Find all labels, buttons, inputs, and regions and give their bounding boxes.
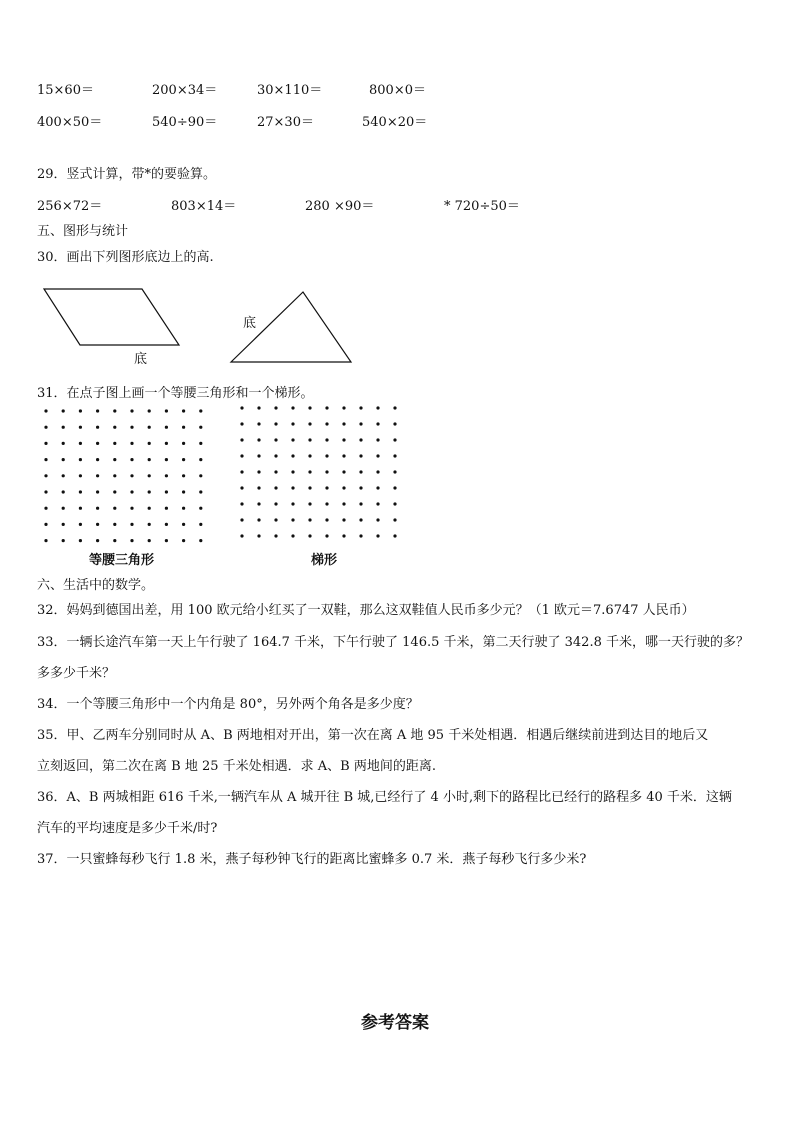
grid-dot[interactable] bbox=[325, 422, 328, 425]
oral-calc-5: 400×50＝ bbox=[37, 115, 103, 130]
grid-dot[interactable] bbox=[291, 422, 294, 425]
grid-dot[interactable] bbox=[393, 438, 396, 441]
grid-dot[interactable] bbox=[96, 474, 99, 477]
grid-dot[interactable] bbox=[342, 534, 345, 537]
grid-dot[interactable] bbox=[393, 534, 396, 537]
oral-calc-6: 540÷90＝ bbox=[152, 115, 218, 130]
grid-dot[interactable] bbox=[240, 486, 243, 489]
grid-dot[interactable] bbox=[393, 422, 396, 425]
grid-dot[interactable] bbox=[274, 406, 277, 409]
q31-title: 31．在点子图上画一个等腰三角形和一个梯形。 bbox=[37, 386, 314, 401]
grid-dot[interactable] bbox=[376, 486, 379, 489]
grid-dot[interactable] bbox=[44, 409, 47, 412]
grid-dot[interactable] bbox=[376, 454, 379, 457]
grid-dot[interactable] bbox=[44, 458, 47, 461]
grid-dot[interactable] bbox=[240, 438, 243, 441]
oral-calc-1: 15×60＝ bbox=[37, 83, 94, 98]
grid-dot[interactable] bbox=[308, 422, 311, 425]
grid-dot[interactable] bbox=[376, 518, 379, 521]
grid-dot[interactable] bbox=[148, 539, 151, 542]
grid-dot[interactable] bbox=[182, 442, 185, 445]
grid-dot[interactable] bbox=[44, 539, 47, 542]
grid-dot[interactable] bbox=[274, 438, 277, 441]
grid-dot[interactable] bbox=[257, 438, 260, 441]
grid-dot[interactable] bbox=[130, 490, 133, 493]
grid-dot[interactable] bbox=[342, 470, 345, 473]
grid-dot[interactable] bbox=[274, 486, 277, 489]
grid-dot[interactable] bbox=[165, 523, 168, 526]
grid-dot[interactable] bbox=[325, 438, 328, 441]
grid-dot[interactable] bbox=[79, 409, 82, 412]
grid-dot[interactable] bbox=[62, 523, 65, 526]
grid-dot[interactable] bbox=[96, 426, 99, 429]
grid-dot[interactable] bbox=[96, 458, 99, 461]
grid-dot[interactable] bbox=[62, 442, 65, 445]
grid-dot[interactable] bbox=[182, 523, 185, 526]
grid-right-caption: 梯形 bbox=[311, 553, 338, 568]
grid-dot[interactable] bbox=[291, 438, 294, 441]
grid-dot[interactable] bbox=[393, 486, 396, 489]
grid-dot[interactable] bbox=[113, 409, 116, 412]
grid-dot[interactable] bbox=[79, 539, 82, 542]
grid-dot[interactable] bbox=[199, 426, 202, 429]
grid-dot[interactable] bbox=[148, 523, 151, 526]
grid-dot[interactable] bbox=[257, 534, 260, 537]
grid-dot[interactable] bbox=[44, 426, 47, 429]
grid-dot[interactable] bbox=[79, 474, 82, 477]
grid-dot[interactable] bbox=[274, 470, 277, 473]
section-6-heading: 六、生活中的数学。 bbox=[37, 578, 155, 593]
grid-dot[interactable] bbox=[393, 502, 396, 505]
q33-line-1: 33．一辆长途汽车第一天上午行驶了 164.7 千米，下午行驶了 146.5 千米，第二天行驶了 342.8 千米，哪一天行驶的多？ bbox=[37, 635, 749, 650]
grid-dot[interactable] bbox=[62, 539, 65, 542]
grid-dot[interactable] bbox=[376, 438, 379, 441]
grid-dot[interactable] bbox=[44, 490, 47, 493]
grid-dot[interactable] bbox=[376, 534, 379, 537]
grid-dot[interactable] bbox=[393, 406, 396, 409]
grid-dot[interactable] bbox=[199, 442, 202, 445]
grid-dot[interactable] bbox=[148, 409, 151, 412]
grid-dot[interactable] bbox=[308, 438, 311, 441]
grid-dot[interactable] bbox=[113, 539, 116, 542]
grid-dot[interactable] bbox=[113, 474, 116, 477]
grid-dot[interactable] bbox=[342, 502, 345, 505]
grid-dot[interactable] bbox=[325, 486, 328, 489]
grid-dot[interactable] bbox=[165, 409, 168, 412]
q35-line-1: 35．甲、乙两车分别同时从 A、B 两地相对开出，第一次在离 A 地 95 千米处相遇．相遇后继续前进到达目的地后又 bbox=[37, 728, 709, 743]
grid-dot[interactable] bbox=[359, 438, 362, 441]
grid-dot[interactable] bbox=[240, 518, 243, 521]
grid-dot[interactable] bbox=[325, 534, 328, 537]
grid-dot[interactable] bbox=[165, 539, 168, 542]
grid-dot[interactable] bbox=[79, 442, 82, 445]
grid-dot[interactable] bbox=[113, 442, 116, 445]
grid-dot[interactable] bbox=[113, 426, 116, 429]
grid-dot[interactable] bbox=[274, 422, 277, 425]
grid-dot[interactable] bbox=[257, 454, 260, 457]
grid-dot[interactable] bbox=[96, 539, 99, 542]
grid-dot[interactable] bbox=[274, 454, 277, 457]
grid-dot[interactable] bbox=[342, 422, 345, 425]
oral-calc-7: 27×30＝ bbox=[257, 115, 314, 130]
grid-dot[interactable] bbox=[359, 518, 362, 521]
grid-dot[interactable] bbox=[291, 502, 294, 505]
dot-grid-right[interactable] bbox=[236, 402, 406, 547]
grid-dot[interactable] bbox=[359, 502, 362, 505]
grid-dot[interactable] bbox=[165, 442, 168, 445]
grid-dot[interactable] bbox=[130, 409, 133, 412]
grid-dot[interactable] bbox=[130, 523, 133, 526]
grid-dot[interactable] bbox=[359, 406, 362, 409]
grid-dot[interactable] bbox=[165, 426, 168, 429]
q36-line-2: 汽车的平均速度是多少千米/时? bbox=[37, 821, 218, 836]
grid-dot[interactable] bbox=[148, 426, 151, 429]
grid-dot[interactable] bbox=[130, 507, 133, 510]
grid-dot[interactable] bbox=[342, 454, 345, 457]
grid-dot[interactable] bbox=[44, 507, 47, 510]
grid-dot[interactable] bbox=[182, 490, 185, 493]
q29-item-2: 803×14＝ bbox=[171, 199, 237, 214]
grid-dot[interactable] bbox=[148, 490, 151, 493]
grid-dot[interactable] bbox=[342, 438, 345, 441]
oral-calc-4: 800×0＝ bbox=[369, 83, 426, 98]
grid-dot[interactable] bbox=[325, 406, 328, 409]
grid-dot[interactable] bbox=[79, 426, 82, 429]
grid-dot[interactable] bbox=[96, 507, 99, 510]
q30-title: 30．画出下列图形底边上的高. bbox=[37, 250, 214, 265]
grid-dot[interactable] bbox=[325, 470, 328, 473]
grid-dot[interactable] bbox=[308, 518, 311, 521]
grid-dot[interactable] bbox=[257, 470, 260, 473]
grid-dot[interactable] bbox=[182, 458, 185, 461]
grid-dot[interactable] bbox=[79, 507, 82, 510]
q33-line-2: 多多少千米？ bbox=[37, 666, 116, 681]
grid-dot[interactable] bbox=[130, 442, 133, 445]
q37: 37．一只蜜蜂每秒飞行 1.8 米，燕子每秒钟飞行的距离比蜜蜂多 0.7 米．燕子每秒飞行多少米? bbox=[37, 852, 587, 867]
grid-dot[interactable] bbox=[79, 523, 82, 526]
grid-dot[interactable] bbox=[240, 454, 243, 457]
grid-dot[interactable] bbox=[182, 539, 185, 542]
grid-dot[interactable] bbox=[308, 534, 311, 537]
grid-dot[interactable] bbox=[376, 422, 379, 425]
q36-line-1: 36．A、B 两城相距 616 千米,一辆汽车从 A 城开往 B 城,已经行了 4 小时,剩下的路程比已经行的路程多 40 千米．这辆 bbox=[37, 790, 732, 805]
grid-dot[interactable] bbox=[62, 458, 65, 461]
q29-item-4: * 720÷50＝ bbox=[444, 199, 520, 214]
q29-item-1: 256×72＝ bbox=[37, 199, 103, 214]
grid-dot[interactable] bbox=[96, 409, 99, 412]
grid-dot[interactable] bbox=[325, 454, 328, 457]
grid-dot[interactable] bbox=[240, 470, 243, 473]
grid-dot[interactable] bbox=[342, 518, 345, 521]
grid-left-caption: 等腰三角形 bbox=[89, 553, 155, 568]
grid-dot[interactable] bbox=[165, 507, 168, 510]
grid-dot[interactable] bbox=[291, 406, 294, 409]
grid-dot[interactable] bbox=[359, 454, 362, 457]
grid-dot[interactable] bbox=[359, 470, 362, 473]
parallelogram-shape bbox=[44, 289, 179, 345]
grid-dot[interactable] bbox=[308, 406, 311, 409]
grid-dot[interactable] bbox=[148, 507, 151, 510]
grid-dot[interactable] bbox=[165, 458, 168, 461]
grid-dot[interactable] bbox=[96, 523, 99, 526]
grid-dot[interactable] bbox=[291, 470, 294, 473]
grid-dot[interactable] bbox=[148, 474, 151, 477]
q29-item-3: 280 ×90＝ bbox=[305, 199, 375, 214]
grid-dot[interactable] bbox=[342, 406, 345, 409]
grid-dot[interactable] bbox=[182, 474, 185, 477]
grid-dot[interactable] bbox=[359, 422, 362, 425]
grid-dot[interactable] bbox=[240, 502, 243, 505]
grid-dot[interactable] bbox=[130, 474, 133, 477]
grid-dot[interactable] bbox=[257, 422, 260, 425]
grid-dot[interactable] bbox=[182, 507, 185, 510]
grid-dot[interactable] bbox=[182, 426, 185, 429]
grid-dot[interactable] bbox=[257, 406, 260, 409]
grid-dot[interactable] bbox=[113, 490, 116, 493]
grid-dot[interactable] bbox=[308, 486, 311, 489]
grid-dot[interactable] bbox=[376, 406, 379, 409]
grid-dot[interactable] bbox=[44, 442, 47, 445]
grid-dot[interactable] bbox=[130, 458, 133, 461]
grid-dot[interactable] bbox=[62, 474, 65, 477]
triangle-side-label: 底 bbox=[243, 316, 257, 331]
grid-dot[interactable] bbox=[308, 502, 311, 505]
grid-dot[interactable] bbox=[62, 426, 65, 429]
grid-dot[interactable] bbox=[148, 442, 151, 445]
grid-dot[interactable] bbox=[240, 406, 243, 409]
grid-dot[interactable] bbox=[393, 454, 396, 457]
grid-dot[interactable] bbox=[199, 458, 202, 461]
oral-calc-8: 540×20＝ bbox=[362, 115, 428, 130]
grid-dot[interactable] bbox=[113, 458, 116, 461]
grid-dot[interactable] bbox=[274, 502, 277, 505]
grid-dot[interactable] bbox=[165, 490, 168, 493]
grid-dot[interactable] bbox=[291, 534, 294, 537]
grid-dot[interactable] bbox=[165, 474, 168, 477]
section-5-heading: 五、图形与统计 bbox=[37, 224, 129, 239]
grid-dot[interactable] bbox=[199, 507, 202, 510]
grid-dot[interactable] bbox=[291, 518, 294, 521]
grid-dot[interactable] bbox=[62, 490, 65, 493]
parallelogram-base-label: 底 bbox=[134, 352, 148, 367]
grid-dot[interactable] bbox=[291, 454, 294, 457]
q32: 32．妈妈到德国出差，用 100 欧元给小红买了一双鞋，那么这双鞋值人民币多少元？（1 欧元＝7.6747 人民币） bbox=[37, 603, 695, 618]
grid-dot[interactable] bbox=[393, 518, 396, 521]
grid-dot[interactable] bbox=[199, 474, 202, 477]
grid-dot[interactable] bbox=[342, 486, 345, 489]
grid-dot[interactable] bbox=[148, 458, 151, 461]
grid-dot[interactable] bbox=[257, 502, 260, 505]
grid-dot[interactable] bbox=[62, 409, 65, 412]
grid-dot[interactable] bbox=[79, 458, 82, 461]
grid-dot[interactable] bbox=[325, 502, 328, 505]
grid-dot[interactable] bbox=[199, 409, 202, 412]
grid-dot[interactable] bbox=[393, 470, 396, 473]
grid-dot[interactable] bbox=[199, 539, 202, 542]
grid-dot[interactable] bbox=[240, 534, 243, 537]
grid-dot[interactable] bbox=[113, 523, 116, 526]
grid-dot[interactable] bbox=[325, 518, 328, 521]
grid-dot[interactable] bbox=[96, 442, 99, 445]
grid-dot[interactable] bbox=[274, 534, 277, 537]
grid-dot[interactable] bbox=[257, 518, 260, 521]
oral-calc-2: 200×34＝ bbox=[152, 83, 218, 98]
grid-dot[interactable] bbox=[96, 490, 99, 493]
q35-line-2: 立刻返回，第二次在离 B 地 25 千米处相遇．求 A、B 两地间的距离. bbox=[37, 759, 436, 774]
grid-dot[interactable] bbox=[44, 474, 47, 477]
grid-dot[interactable] bbox=[257, 486, 260, 489]
grid-dot[interactable] bbox=[62, 507, 65, 510]
grid-dot[interactable] bbox=[240, 422, 243, 425]
grid-dot[interactable] bbox=[130, 426, 133, 429]
grid-dot[interactable] bbox=[359, 534, 362, 537]
grid-dot[interactable] bbox=[376, 502, 379, 505]
grid-dot[interactable] bbox=[199, 490, 202, 493]
dot-grid-left[interactable] bbox=[40, 405, 210, 550]
grid-dot[interactable] bbox=[274, 518, 277, 521]
grid-dot[interactable] bbox=[199, 523, 202, 526]
q34: 34．一个等腰三角形中一个内角是 80°，另外两个角各是多少度？ bbox=[37, 697, 419, 712]
grid-dot[interactable] bbox=[308, 454, 311, 457]
grid-dot[interactable] bbox=[130, 539, 133, 542]
answer-title: 参考答案 bbox=[361, 1013, 429, 1033]
grid-dot[interactable] bbox=[113, 507, 116, 510]
oral-calc-3: 30×110＝ bbox=[257, 83, 323, 98]
grid-dot[interactable] bbox=[182, 409, 185, 412]
grid-dot[interactable] bbox=[308, 470, 311, 473]
grid-dot[interactable] bbox=[376, 470, 379, 473]
grid-dot[interactable] bbox=[44, 523, 47, 526]
grid-dot[interactable] bbox=[359, 486, 362, 489]
grid-dot[interactable] bbox=[291, 486, 294, 489]
grid-dot[interactable] bbox=[79, 490, 82, 493]
q29-title: 29．竖式计算，带*的要验算。 bbox=[37, 167, 217, 182]
